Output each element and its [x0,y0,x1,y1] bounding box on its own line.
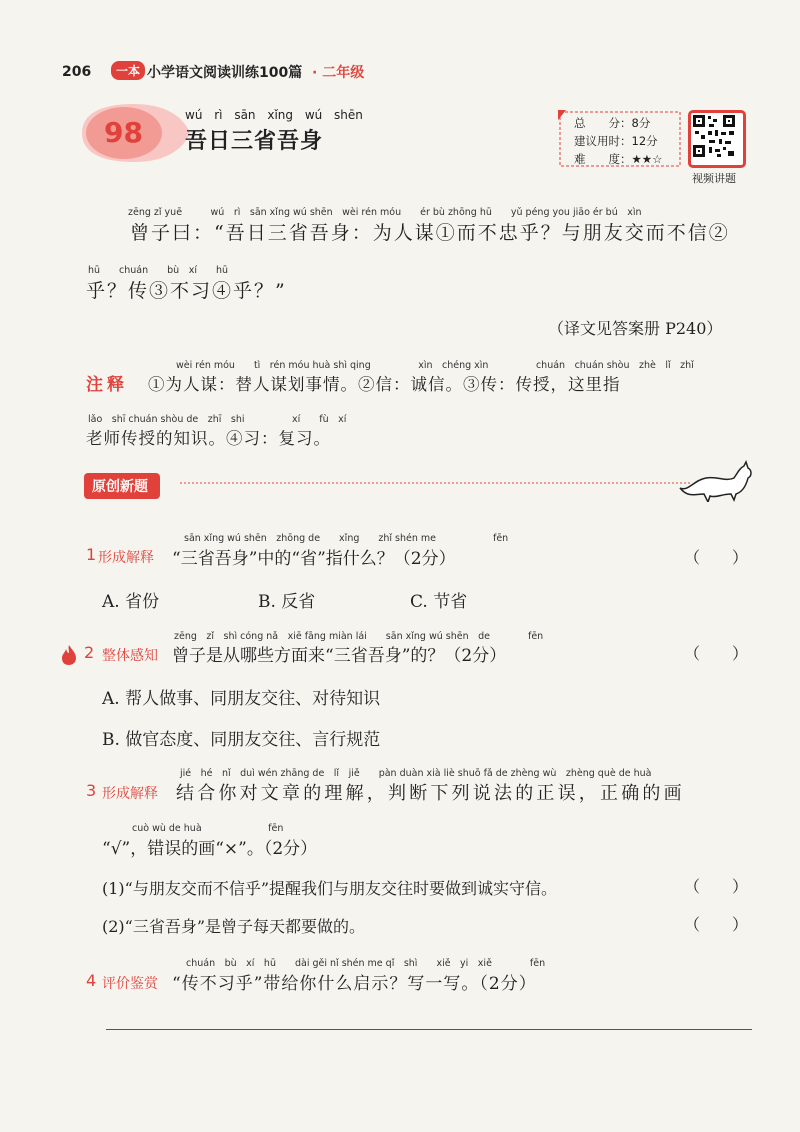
q3-item1-answer-blank[interactable]: （ ） [684,877,749,896]
brand-logo: 一本 [111,61,145,80]
q1-option-c[interactable]: C. 节省 [410,592,468,612]
grade-label: · 二年级 [312,65,365,81]
qr-code[interactable] [688,110,746,168]
q2-number: 2 [84,643,95,662]
section-divider [180,479,690,487]
q3-item2-text: (2)“三省吾身”是曾子每天都要做的。 [102,917,366,936]
passage-line2: 乎？传③不习④乎？” [86,280,287,302]
q2-answer-blank[interactable]: （ ） [684,644,749,663]
title-pinyin: wú rì sān xǐng wú shēn [185,108,363,122]
q1-answer-blank[interactable]: （ ） [684,548,749,567]
q2-text: 曾子是从哪些方面来“三省吾身”的？（2分） [172,646,507,666]
notes-label: 注释 [86,375,128,395]
q2-option-a[interactable]: A. 帮人做事、同朋友交往、对待知识 [102,689,381,709]
notes-line2: 老师传授的知识。④习：复习。 [86,429,331,448]
q2-type: 整体感知 [102,648,158,664]
book-title: 小学语文阅读训练100篇 [147,65,303,81]
page-number: 206 [62,64,92,80]
passage-line1-pinyin: zēng zǐ yuē wú rì sān xǐng wú shēn wèi rén móu ér bù zhōng hū yǔ péng you jiāo ér bú xìn [128,207,642,218]
q4-type: 评价鉴赏 [102,976,158,992]
passage-line1: 曾子曰：“吾日三省吾身：为人谋①而不忠乎？与朋友交而不信② [130,222,730,244]
flame-icon [60,644,78,666]
difficulty: 难 度：★★☆ [574,152,663,166]
q1-text: “三省吾身”中的“省”指什么？（2分） [172,549,456,569]
lesson-title: 吾日三省吾身 [185,128,324,154]
q2-pinyin: zēng zǐ shì cóng nǎ xiē fāng miàn lái sān xǐng wú shēn de fēn [174,631,544,642]
q3-type: 形成解释 [102,786,158,802]
q4-text: “传不习乎”带给你什么启示？写一写。（2分） [172,974,537,994]
q3-item2-answer-blank[interactable]: （ ） [684,915,749,934]
notes-line1: ①为人谋：替人谋划事情。②信：诚信。③传：传授，这里指 [148,375,621,394]
suggested-time: 建议用时：12分 [574,134,658,148]
q3-number: 3 [86,781,97,800]
q3-line2-pinyin: cuò wù de huà fēn [132,823,284,834]
total-score: 总 分：8分 [574,116,651,130]
q1-option-a[interactable]: A. 省份 [102,592,160,612]
q3-pinyin: jié hé nǐ duì wén zhāng de lǐ jiě pàn duàn xià liè shuō fǎ de zhèng wù zhèng què de huà [180,768,652,779]
info-box [560,112,680,168]
notes-line1-pinyin: wèi rén móu tì rén móu huà shì qing xìn chéng xìn chuán chuán shòu zhè lǐ zhǐ [176,360,694,371]
q3-text: 结合你对文章的理解，判断下列说法的正误，正确的画 [176,783,685,804]
notes-line2-pinyin: lǎo shī chuán shòu de zhī shi xí fù xí [88,414,347,425]
q4-answer-line[interactable] [106,1029,752,1030]
q1-option-b[interactable]: B. 反省 [258,592,316,612]
q3-item1-text: (1)“与朋友交而不信乎”提醒我们与朋友交往时要做到诚实守信。 [102,879,558,898]
section-title: 原创新题 [84,473,160,499]
q1-type: 形成解释 [98,550,154,566]
video-explanation-label[interactable]: 视频讲题 [692,172,736,185]
lesson-number: 98 [104,116,143,149]
q1-pinyin: sān xǐng wú shēn zhōng de xǐng zhǐ shén me fēn [184,533,509,544]
qr-pattern-icon [691,113,737,159]
translation-reference: （译文见答案册 P240） [548,319,723,338]
q2-option-b[interactable]: B. 做官态度、同朋友交往、言行规范 [102,730,381,750]
q1-number: 1 [86,545,97,564]
q4-number: 4 [86,971,97,990]
passage-line2-pinyin: hū chuán bù xí hū [88,265,229,276]
q3-line2: “√”，错误的画“×”。（2分） [102,839,318,859]
q4-pinyin: chuán bù xí hū dài gěi nǐ shén me qǐ shì xiě yi xiě fēn [186,958,546,969]
cat-icon [676,458,756,502]
